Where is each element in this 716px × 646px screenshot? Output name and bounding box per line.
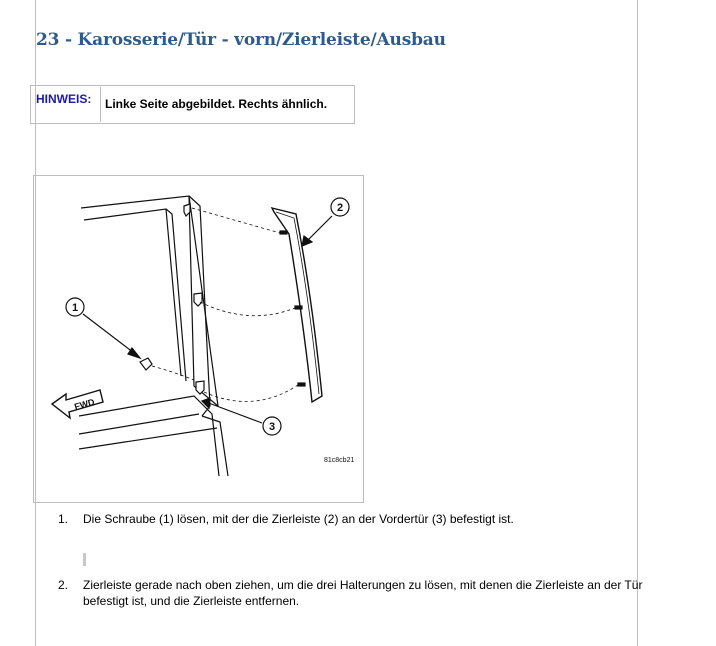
callout-2-label: 2 <box>336 202 344 214</box>
callout-1-label: 1 <box>71 302 79 314</box>
step-text: Zierleiste gerade nach oben ziehen, um die drei Halterungen zu lösen, mit denen die Zierleiste an der Tür befestigt ist, und die Zierleiste entfernen. <box>83 578 643 608</box>
note-box <box>30 85 355 124</box>
fwd-label: FWD <box>73 396 96 412</box>
callout-2-leader <box>306 216 332 242</box>
page-margin-right <box>637 0 638 646</box>
illustration-frame <box>33 175 364 503</box>
step-number: 1. <box>58 512 69 526</box>
figure-id: 81c8cb21 <box>324 457 355 464</box>
door-lower-body <box>79 396 219 476</box>
door-trim-illustration <box>34 176 365 504</box>
trim-piece <box>272 208 322 402</box>
note-text: Linke Seite abgebildet. Rechts ähnlich. <box>105 97 328 111</box>
note-label: HINWEIS: <box>32 87 101 122</box>
change-marker <box>83 553 86 566</box>
step-text: Die Schraube (1) lösen, mit der die Zierleiste (2) an der Vordertür (3) befestigt ist. <box>83 512 514 526</box>
step-number: 2. <box>58 578 69 592</box>
page-title: 23 - Karosserie/Tür - vorn/Zierleiste/Ausbau <box>36 30 446 50</box>
callout-3-label: 3 <box>268 421 276 433</box>
callout-1-leader <box>83 314 138 356</box>
